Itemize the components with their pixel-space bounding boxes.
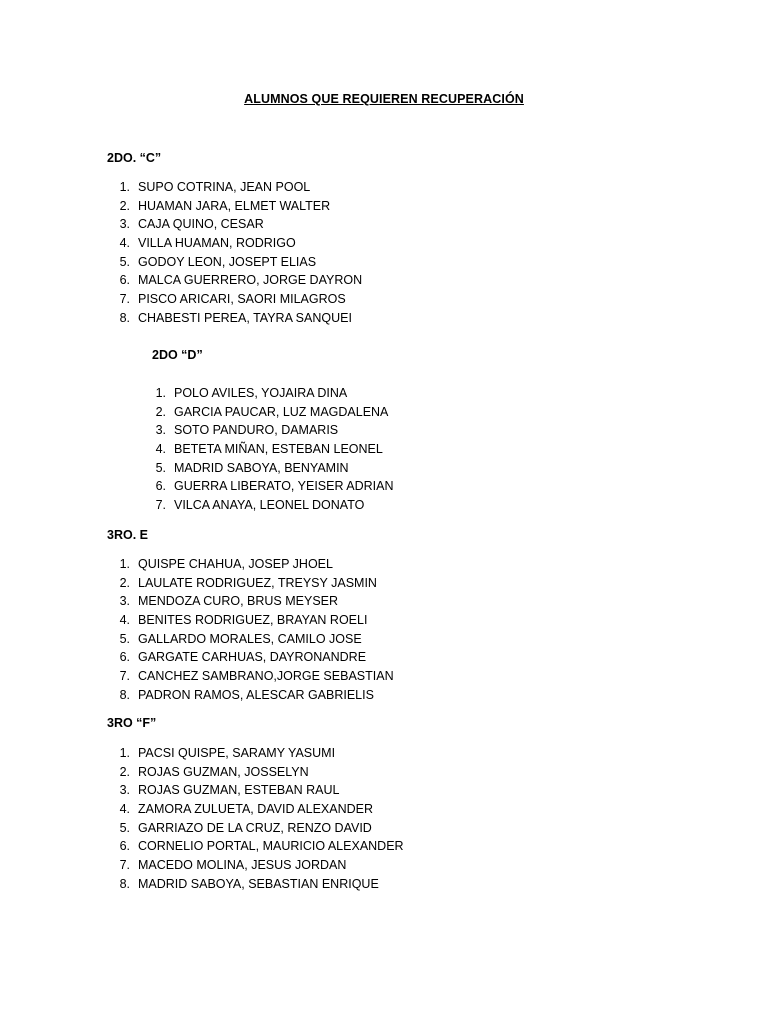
document-title: ALUMNOS QUE REQUIEREN RECUPERACIÓN (244, 92, 524, 106)
student-name: QUISPE CHAHUA, JOSEP JHOEL (138, 557, 333, 571)
student-name: HUAMAN JARA, ELMET WALTER (138, 198, 331, 213)
section-heading-3ro-e: 3RO. E (107, 528, 148, 542)
student-name: LAULATE RODRIGUEZ, TREYSY JASMIN (138, 575, 377, 590)
student-name: MALCA GUERRERO, JORGE DAYRON (138, 273, 363, 288)
student-name: CHABESTI PEREA, TAYRA SANQUEI (138, 310, 352, 325)
student-name: PISCO ARICARI, SAORI MILAGROS (138, 292, 346, 307)
student-name: ROJAS GUZMAN, JOSSELYN (138, 764, 309, 779)
student-name: SOTO PANDURO, DAMARIS (174, 423, 339, 438)
student-name: GARGATE CARHUAS, DAYRONANDRE (138, 650, 367, 665)
student-name: CANCHEZ SAMBRANO,JORGE SEBASTIAN (138, 669, 394, 684)
student-name: ZAMORA ZULUETA, DAVID ALEXANDER (138, 802, 374, 817)
section-heading-3ro-f: 3RO “F” (107, 716, 157, 730)
student-name: PADRON RAMOS, ALESCAR GABRIELIS (138, 687, 374, 702)
student-name: POLO AVILES, YOJAIRA DINA (174, 386, 348, 400)
student-name: GALLARDO MORALES, CAMILO JOSE (138, 631, 362, 646)
student-name: MENDOZA CURO, BRUS MEYSER (138, 594, 339, 609)
student-name: MACEDO MOLINA, JESUS JORDAN (138, 858, 347, 873)
student-name: BETETA MIÑAN, ESTEBAN LEONEL (174, 442, 383, 457)
section-heading-2do-c: 2DO. “C” (107, 151, 162, 165)
student-name: VILCA ANAYA, LEONEL DONATO (174, 498, 365, 513)
document-page: ALUMNOS QUE REQUIEREN RECUPERACIÓN 2DO. “C” 1. SUPO COTRINA, JEAN POOL 2. HUAMAN JARA, ELMET WALTER 3. CAJA QUINO, CESAR 4. VILLA HUAMAN, RODRIGO 5. GODOY LEON, JOSEPT ELIAS 6. MALCA GUERRERO, JORGE DAYRON 7. PISCO ARICARI, SAORI MILAGROS 8. CHABESTI PEREA, TAYRA SANQUEI 2DO “D” 1. POLO AVILES, YOJAIRA DINA 2. GARCIA PAUCAR, LUZ MAGDALENA 3. SOTO PANDURO, DAMARIS 4. BETETA MIÑAN, ESTEBAN LEONEL 5. MADRID SABOYA, BENYAMIN 6. GUERRA LIBERATO, YEISER ADRIAN 7. VILCA ANAYA, LEONEL DONATO 3RO. E 1. QUISPE CHAHUA, JOSEP JHOEL 2. LAULATE RODRIGUEZ, TREYSY JASMIN 3. MENDOZA CURO, BRUS MEYSER 4. BENITES RODRIGUEZ, BRAYAN ROELI 5. GALLARDO MORALES, CAMILO JOSE 6. GARGATE CARHUAS, DAYRONANDRE 7. CANCHEZ SAMBRANO,JORGE SEBASTIAN 8. PADRON RAMOS, ALESCAR GABRIELIS 3RO “F” 1. PACSI QUISPE, SARAMY YASUMI 2. ROJAS GUZMAN, JOSSELYN 3. ROJAS GUZMAN, ESTEBAN RAUL 4. ZAMORA ZULUETA, DAVID ALEXANDER 5. GARRIAZO DE LA CRUZ, RENZO DAVID 6. CORNELIO PORTAL, MAURICIO ALEXANDER 7. MACEDO MOLINA, JESUS JORDAN 8. MADRID SABOYA, SEBASTIAN ENRIQUE (0, 0, 768, 1024)
student-name: GUERRA LIBERATO, YEISER ADRIAN (174, 479, 394, 494)
student-name: BENITES RODRIGUEZ, BRAYAN ROELI (138, 613, 368, 628)
student-name: PACSI QUISPE, SARAMY YASUMI (138, 746, 336, 760)
student-name: GODOY LEON, JOSEPT ELIAS (138, 254, 317, 269)
student-name: GARCIA PAUCAR, LUZ MAGDALENA (174, 404, 389, 419)
student-name: MADRID SABOYA, SEBASTIAN ENRIQUE (138, 876, 379, 891)
student-name: ROJAS GUZMAN, ESTEBAN RAUL (138, 783, 340, 798)
student-name: GARRIAZO DE LA CRUZ, RENZO DAVID (138, 820, 372, 835)
student-name: CAJA QUINO, CESAR (138, 217, 264, 232)
section-heading-2do-d: 2DO “D” (152, 348, 203, 362)
student-name: VILLA HUAMAN, RODRIGO (138, 236, 296, 251)
student-name: MADRID SABOYA, BENYAMIN (174, 460, 349, 475)
student-name: CORNELIO PORTAL, MAURICIO ALEXANDER (138, 839, 404, 854)
student-name: SUPO COTRINA, JEAN POOL (138, 180, 311, 194)
